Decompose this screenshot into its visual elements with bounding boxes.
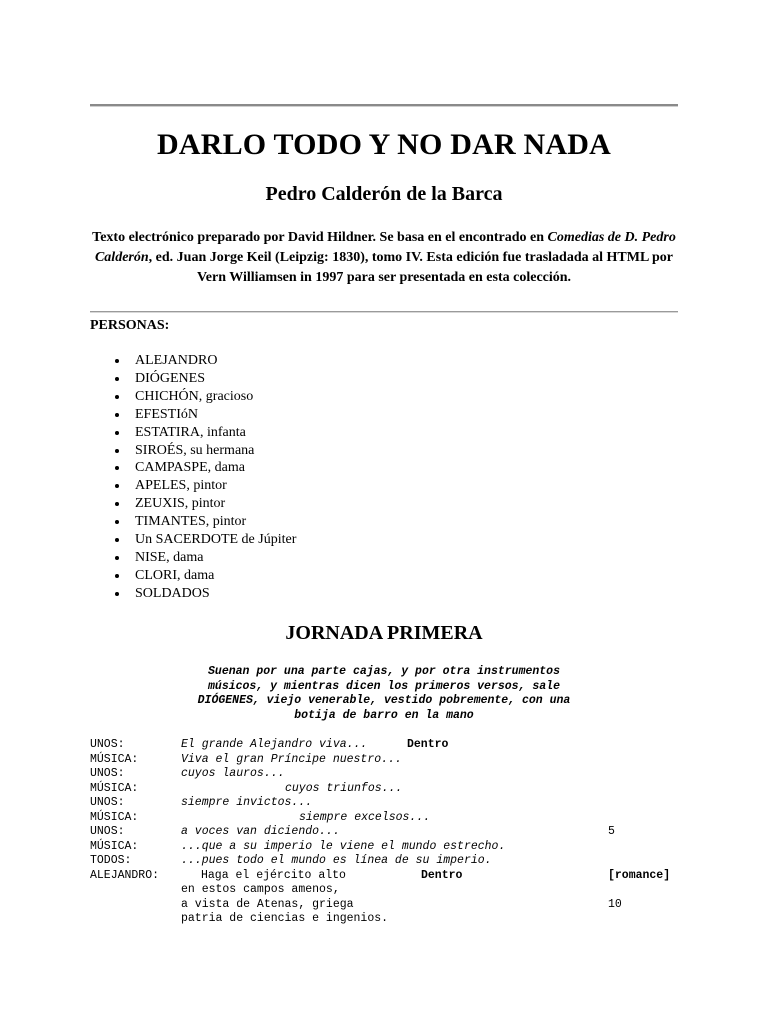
speaker-name: TODOS:: [90, 854, 132, 867]
verse-text: patria de ciencias e ingenios.: [181, 912, 389, 925]
verse-text: ...pues todo el mundo es línea de su imperio.: [181, 854, 492, 867]
verse-text: en estos campos amenos,: [181, 883, 340, 896]
script-line: [90, 869, 690, 884]
list-item: Un SACERDOTE de Júpiter: [90, 531, 296, 549]
verse-number: 10: [608, 897, 622, 911]
list-item: SOLDADOS: [90, 585, 296, 603]
script-line: [90, 782, 690, 797]
stage-aside: Dentro: [421, 868, 463, 882]
verse-text: a voces van diciendo...: [181, 825, 340, 838]
list-item: ZEUXIS, pintor: [90, 495, 296, 513]
verse-text: siempre invictos...: [181, 796, 313, 809]
act-heading: JORNADA PRIMERA: [285, 622, 483, 644]
speaker-name: ALEJANDRO:: [90, 868, 160, 882]
speaker-name: UNOS:: [90, 796, 125, 809]
author-name: Pedro Calderón de la Barca: [265, 183, 503, 205]
verse-text: a vista de Atenas, griega: [181, 897, 354, 911]
stage-aside: Dentro: [407, 738, 449, 751]
script-line: [90, 883, 690, 898]
speaker-name: UNOS:: [90, 825, 125, 838]
verse-text: cuyos triunfos...: [285, 781, 403, 795]
speaker-name: MÚSICA:: [90, 752, 139, 766]
personas-heading: PERSONAS:: [90, 318, 170, 333]
list-item: TIMANTES, pintor: [90, 513, 296, 531]
list-item: EFESTIóN: [90, 406, 296, 424]
verse-text: Haga el ejército alto: [201, 868, 346, 882]
list-item: CHICHÓN, gracioso: [90, 388, 296, 406]
list-item: NISE, dama: [90, 549, 296, 567]
personas-list: [90, 352, 296, 603]
credits-source-title: Comedias de D. Pedro Calderón: [94, 230, 676, 265]
verse-text: Viva el gran Príncipe nuestro...: [181, 752, 402, 766]
verse-text: El grande Alejandro viva...: [181, 738, 368, 751]
list-item: ALEJANDRO: [90, 352, 296, 370]
verse-number: 5: [608, 825, 615, 838]
top-divider: [90, 104, 678, 107]
script-line: [90, 753, 690, 768]
speaker-name: MÚSICA:: [90, 839, 139, 853]
script-line: [90, 811, 690, 826]
speaker-name: UNOS:: [90, 767, 125, 780]
credits-paragraph: [90, 228, 678, 288]
verse-text: siempre excelsos...: [299, 810, 431, 824]
list-item: SIROÉS, su hermana: [90, 442, 296, 460]
speaker-name: UNOS:: [90, 738, 125, 751]
script-line: [90, 898, 690, 913]
stage-direction-line: botija de barro en la mano: [294, 708, 474, 722]
script-line: [90, 738, 690, 753]
list-item: DIÓGENES: [90, 370, 296, 388]
stage-direction-line: Suenan por una parte cajas, y por otra instrumentos: [208, 665, 560, 678]
list-item: CLORI, dama: [90, 567, 296, 585]
speaker-name: MÚSICA:: [90, 781, 139, 795]
verse-text: ...que a su imperio le viene el mundo estrecho.: [181, 839, 506, 853]
speaker-name: MÚSICA:: [90, 810, 139, 824]
verse-text: cuyos lauros...: [181, 767, 285, 780]
script-line: [90, 767, 690, 782]
verse-form-tag: [romance]: [608, 868, 671, 882]
credits-text-2: , ed. Juan Jorge Keil (Leipzig: 1830), tomo IV. Esta edición fue trasladada al HTML por Vern Williamsen in 1997 para ser presentada en esta colección.: [148, 250, 674, 285]
list-item: CAMPASPE, dama: [90, 459, 296, 477]
page-title: DARLO TODO Y NO DAR NADA: [157, 128, 611, 161]
stage-direction-line: DIÓGENES, viejo venerable, vestido pobremente, con una: [197, 694, 571, 707]
script-line: [90, 825, 690, 840]
script-line: [90, 796, 690, 811]
list-item: ESTATIRA, infanta: [90, 424, 296, 442]
play-script: [90, 738, 690, 927]
list-item: APELES, pintor: [90, 477, 296, 495]
script-line: [90, 854, 690, 869]
script-line: [90, 840, 690, 855]
script-line: [90, 912, 690, 927]
section-divider: [90, 311, 678, 313]
credits-text-1: Texto electrónico preparado por David Hildner. Se basa en el encontrado en: [92, 230, 548, 245]
stage-direction: [180, 665, 588, 723]
stage-direction-line: músicos, y mientras dicen los primeros versos, sale: [208, 679, 560, 693]
